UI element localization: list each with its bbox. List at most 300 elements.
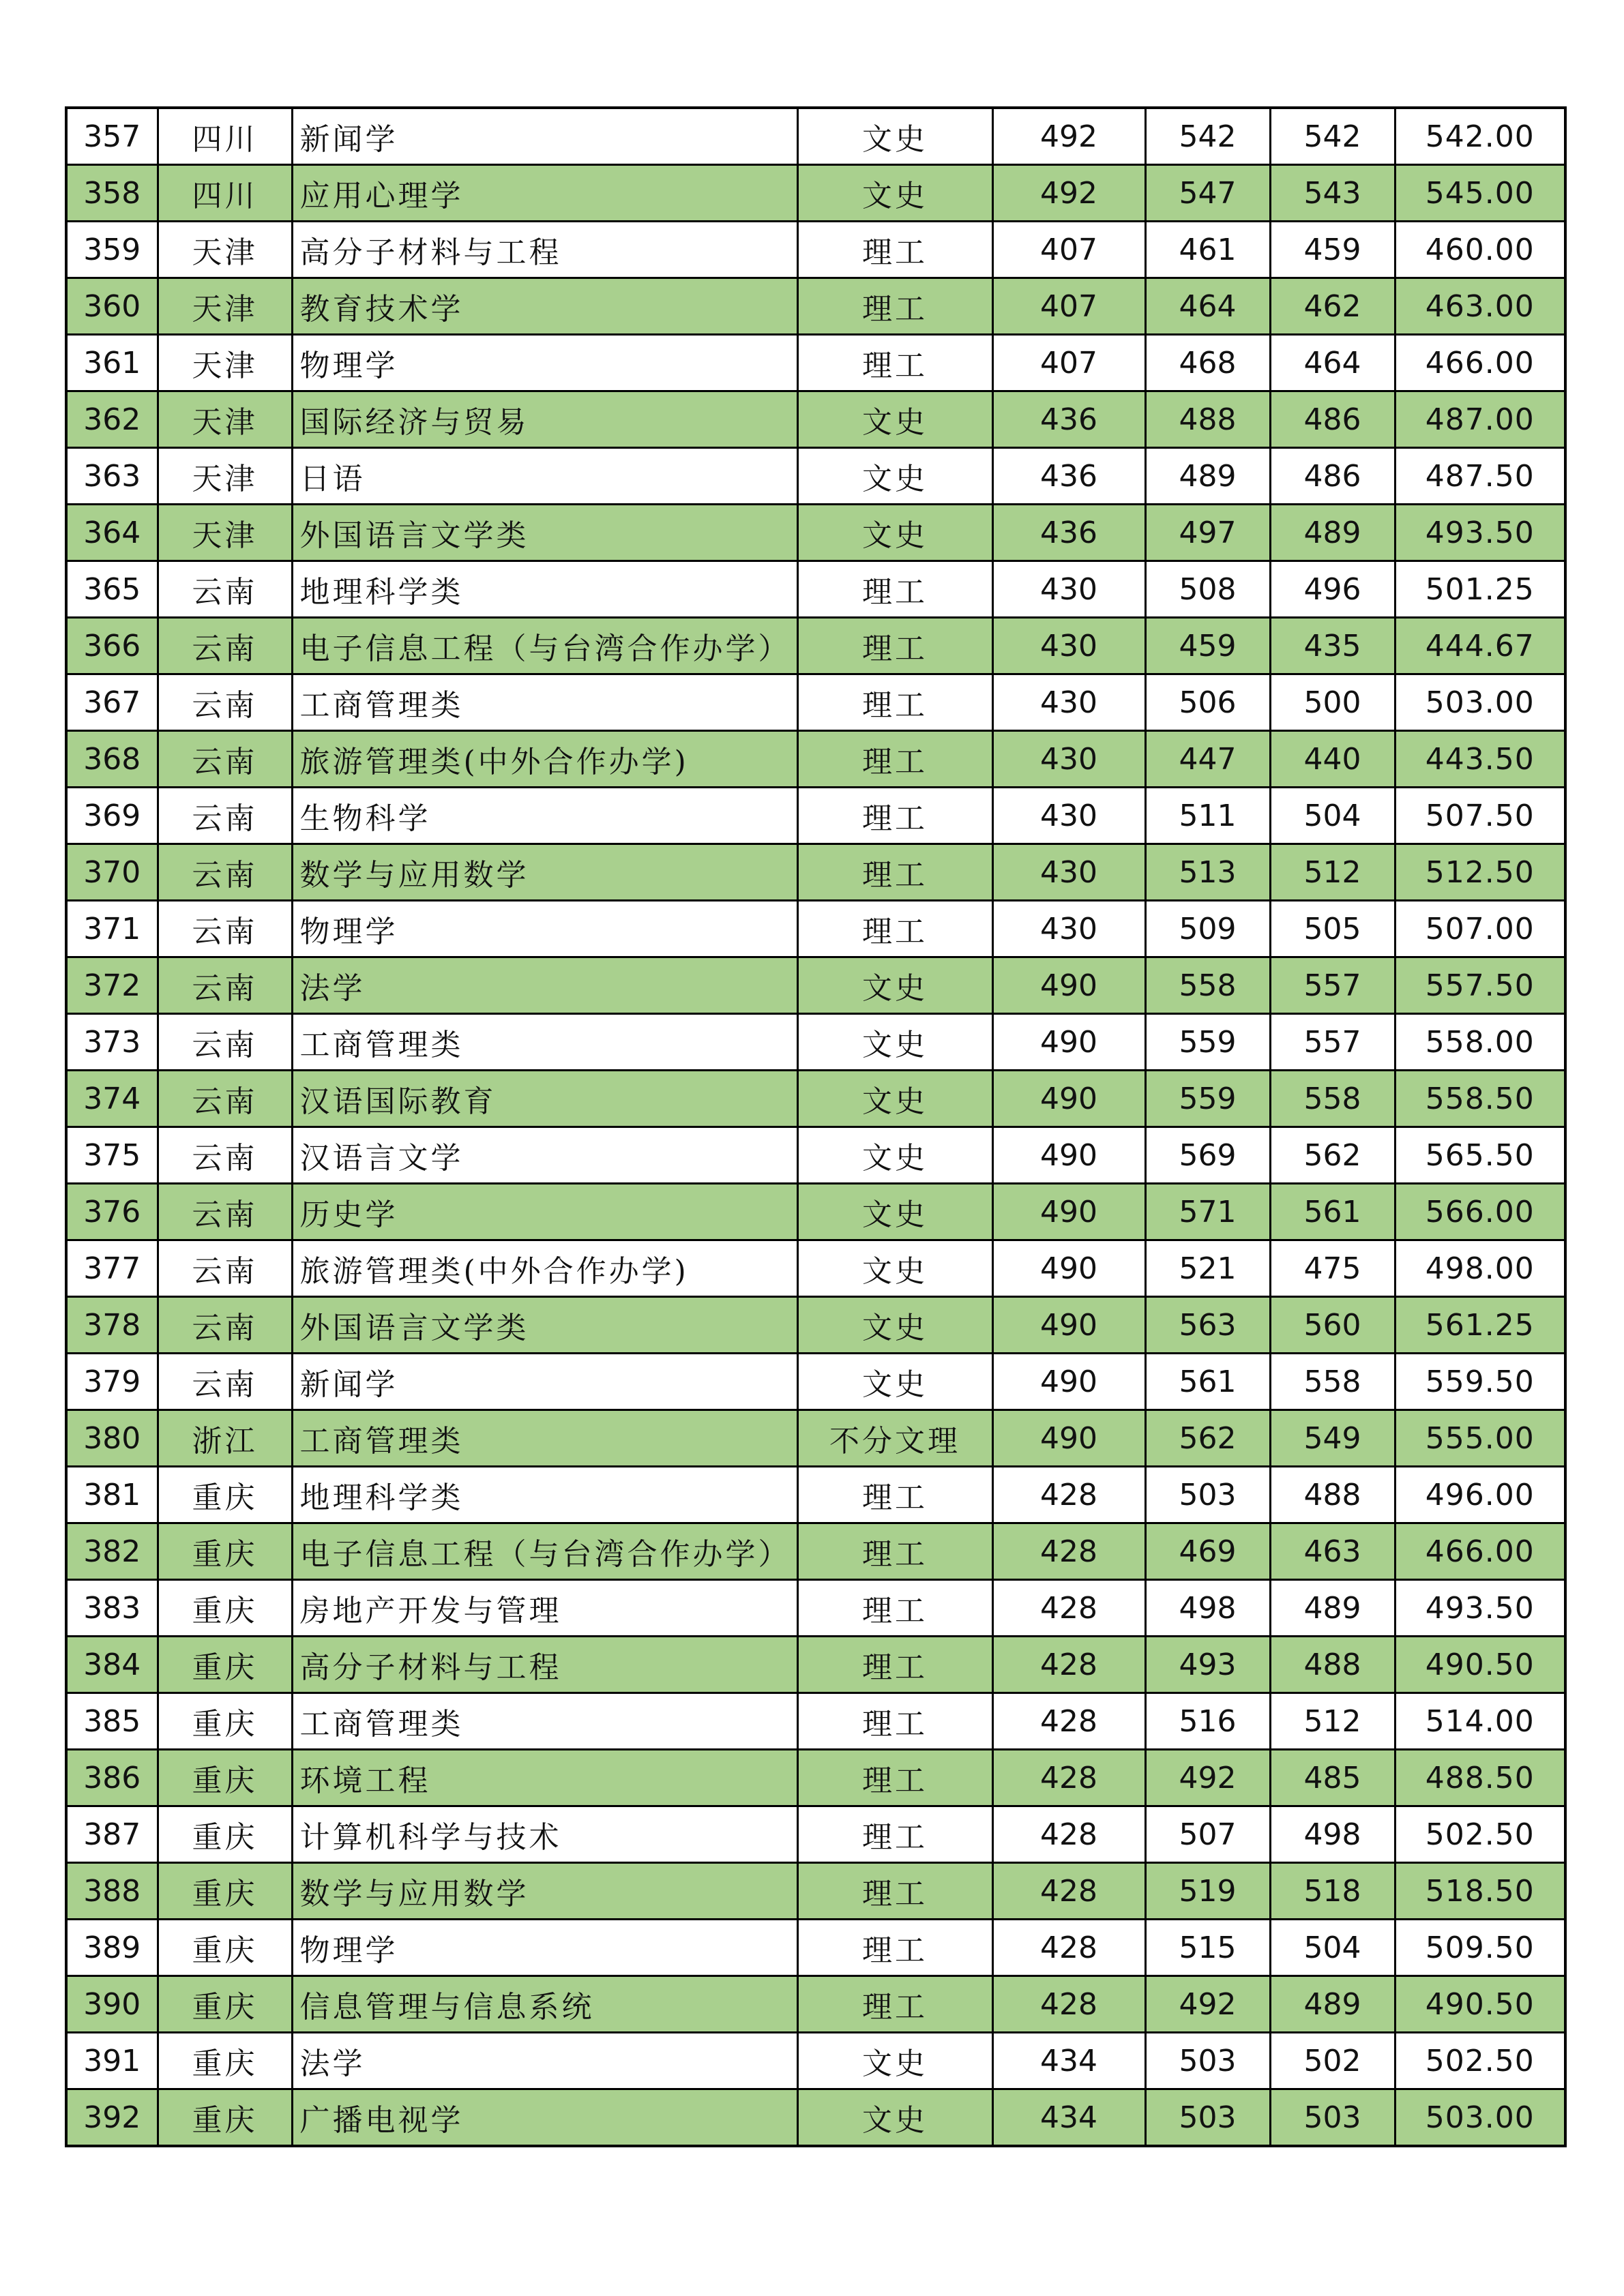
table-row	[66, 222, 1565, 278]
major-cell: 广播电视学	[292, 2089, 797, 2147]
average-score-cell: 558.50	[1395, 1071, 1565, 1127]
major-cell: 应用心理学	[292, 165, 797, 222]
province-cell: 云南	[158, 1127, 292, 1184]
control-line-cell: 430	[992, 561, 1145, 618]
category-cell: 文史	[797, 2033, 992, 2089]
province-cell: 云南	[158, 844, 292, 901]
major-cell: 房地产开发与管理	[292, 1580, 797, 1637]
row-number: 388	[66, 1863, 158, 1920]
average-score-cell: 509.50	[1395, 1920, 1565, 1976]
control-line-cell: 490	[992, 1071, 1145, 1127]
max-score-cell: 468	[1145, 335, 1270, 391]
control-line-cell: 490	[992, 1127, 1145, 1184]
max-score-cell: 508	[1145, 561, 1270, 618]
province-cell: 云南	[158, 1354, 292, 1410]
province-cell: 天津	[158, 278, 292, 335]
row-number: 389	[66, 1920, 158, 1976]
province-cell: 重庆	[158, 2089, 292, 2147]
province-cell: 天津	[158, 448, 292, 505]
max-score-cell: 503	[1145, 1467, 1270, 1523]
row-number: 360	[66, 278, 158, 335]
control-line-cell: 436	[992, 448, 1145, 505]
table-row	[66, 165, 1565, 222]
major-cell: 物理学	[292, 1920, 797, 1976]
table-row	[66, 2089, 1565, 2147]
major-cell: 外国语言文学类	[292, 1297, 797, 1354]
average-score-cell: 507.50	[1395, 788, 1565, 844]
table-row	[66, 2033, 1565, 2089]
row-number: 366	[66, 618, 158, 674]
control-line-cell: 430	[992, 844, 1145, 901]
major-cell: 工商管理类	[292, 674, 797, 731]
average-score-cell: 487.50	[1395, 448, 1565, 505]
province-cell: 重庆	[158, 1920, 292, 1976]
max-score-cell: 542	[1145, 108, 1270, 165]
major-cell: 物理学	[292, 901, 797, 957]
province-cell: 重庆	[158, 1750, 292, 1806]
average-score-cell: 557.50	[1395, 957, 1565, 1014]
control-line-cell: 407	[992, 222, 1145, 278]
average-score-cell: 490.50	[1395, 1637, 1565, 1693]
average-score-cell: 466.00	[1395, 1523, 1565, 1580]
major-cell: 物理学	[292, 335, 797, 391]
min-score-cell: 502	[1270, 2033, 1395, 2089]
table-row	[66, 278, 1565, 335]
table-row	[66, 1184, 1565, 1240]
province-cell: 云南	[158, 618, 292, 674]
score-table	[65, 106, 1567, 2147]
average-score-cell: 443.50	[1395, 731, 1565, 788]
category-cell: 文史	[797, 1240, 992, 1297]
major-cell: 高分子材料与工程	[292, 1637, 797, 1693]
average-score-cell: 493.50	[1395, 1580, 1565, 1637]
min-score-cell: 489	[1270, 1580, 1395, 1637]
province-cell: 云南	[158, 674, 292, 731]
table-row	[66, 1014, 1565, 1071]
table-row	[66, 731, 1565, 788]
average-score-cell: 503.00	[1395, 2089, 1565, 2147]
province-cell: 云南	[158, 1184, 292, 1240]
major-cell: 生物科学	[292, 788, 797, 844]
table-row	[66, 561, 1565, 618]
average-score-cell: 507.00	[1395, 901, 1565, 957]
major-cell: 环境工程	[292, 1750, 797, 1806]
category-cell: 理工	[797, 1920, 992, 1976]
control-line-cell: 428	[992, 1750, 1145, 1806]
province-cell: 重庆	[158, 1637, 292, 1693]
table-row	[66, 1863, 1565, 1920]
average-score-cell: 502.50	[1395, 1806, 1565, 1863]
table-row	[66, 844, 1565, 901]
average-score-cell: 460.00	[1395, 222, 1565, 278]
major-cell: 计算机科学与技术	[292, 1806, 797, 1863]
category-cell: 理工	[797, 278, 992, 335]
row-number: 374	[66, 1071, 158, 1127]
category-cell: 文史	[797, 1354, 992, 1410]
min-score-cell: 435	[1270, 618, 1395, 674]
category-cell: 文史	[797, 165, 992, 222]
table-row	[66, 1071, 1565, 1127]
table-row	[66, 901, 1565, 957]
control-line-cell: 490	[992, 1410, 1145, 1467]
min-score-cell: 440	[1270, 731, 1395, 788]
row-number: 363	[66, 448, 158, 505]
average-score-cell: 555.00	[1395, 1410, 1565, 1467]
max-score-cell: 515	[1145, 1920, 1270, 1976]
row-number: 376	[66, 1184, 158, 1240]
average-score-cell: 518.50	[1395, 1863, 1565, 1920]
min-score-cell: 512	[1270, 844, 1395, 901]
max-score-cell: 563	[1145, 1297, 1270, 1354]
min-score-cell: 463	[1270, 1523, 1395, 1580]
average-score-cell: 466.00	[1395, 335, 1565, 391]
control-line-cell: 428	[992, 1863, 1145, 1920]
min-score-cell: 504	[1270, 788, 1395, 844]
table-row	[66, 788, 1565, 844]
min-score-cell: 462	[1270, 278, 1395, 335]
control-line-cell: 407	[992, 278, 1145, 335]
control-line-cell: 430	[992, 731, 1145, 788]
max-score-cell: 519	[1145, 1863, 1270, 1920]
row-number: 373	[66, 1014, 158, 1071]
category-cell: 文史	[797, 1071, 992, 1127]
row-number: 365	[66, 561, 158, 618]
max-score-cell: 511	[1145, 788, 1270, 844]
table-row	[66, 108, 1565, 165]
control-line-cell: 490	[992, 1184, 1145, 1240]
row-number: 391	[66, 2033, 158, 2089]
control-line-cell: 428	[992, 1693, 1145, 1750]
province-cell: 重庆	[158, 1693, 292, 1750]
min-score-cell: 518	[1270, 1863, 1395, 1920]
category-cell: 文史	[797, 108, 992, 165]
province-cell: 四川	[158, 165, 292, 222]
control-line-cell: 430	[992, 674, 1145, 731]
major-cell: 数学与应用数学	[292, 1863, 797, 1920]
min-score-cell: 505	[1270, 901, 1395, 957]
average-score-cell: 501.25	[1395, 561, 1565, 618]
row-number: 361	[66, 335, 158, 391]
major-cell: 法学	[292, 957, 797, 1014]
max-score-cell: 469	[1145, 1523, 1270, 1580]
row-number: 386	[66, 1750, 158, 1806]
max-score-cell: 559	[1145, 1071, 1270, 1127]
min-score-cell: 498	[1270, 1806, 1395, 1863]
control-line-cell: 430	[992, 901, 1145, 957]
category-cell: 文史	[797, 957, 992, 1014]
province-cell: 浙江	[158, 1410, 292, 1467]
category-cell: 理工	[797, 1637, 992, 1693]
province-cell: 重庆	[158, 2033, 292, 2089]
min-score-cell: 562	[1270, 1127, 1395, 1184]
category-cell: 文史	[797, 448, 992, 505]
category-cell: 理工	[797, 222, 992, 278]
max-score-cell: 562	[1145, 1410, 1270, 1467]
min-score-cell: 496	[1270, 561, 1395, 618]
category-cell: 理工	[797, 901, 992, 957]
province-cell: 重庆	[158, 1976, 292, 2033]
major-cell: 汉语国际教育	[292, 1071, 797, 1127]
min-score-cell: 489	[1270, 505, 1395, 561]
min-score-cell: 549	[1270, 1410, 1395, 1467]
max-score-cell: 507	[1145, 1806, 1270, 1863]
max-score-cell: 503	[1145, 2089, 1270, 2147]
major-cell: 旅游管理类(中外合作办学)	[292, 731, 797, 788]
province-cell: 云南	[158, 1240, 292, 1297]
max-score-cell: 492	[1145, 1750, 1270, 1806]
province-cell: 重庆	[158, 1523, 292, 1580]
category-cell: 文史	[797, 391, 992, 448]
control-line-cell: 490	[992, 957, 1145, 1014]
table-row	[66, 1467, 1565, 1523]
table-row	[66, 391, 1565, 448]
average-score-cell: 559.50	[1395, 1354, 1565, 1410]
control-line-cell: 436	[992, 391, 1145, 448]
category-cell: 理工	[797, 1523, 992, 1580]
control-line-cell: 436	[992, 505, 1145, 561]
control-line-cell: 430	[992, 618, 1145, 674]
min-score-cell: 504	[1270, 1920, 1395, 1976]
category-cell: 不分文理	[797, 1410, 992, 1467]
major-cell: 电子信息工程（与台湾合作办学）	[292, 618, 797, 674]
province-cell: 云南	[158, 731, 292, 788]
major-cell: 信息管理与信息系统	[292, 1976, 797, 2033]
row-number: 359	[66, 222, 158, 278]
category-cell: 理工	[797, 1467, 992, 1523]
control-line-cell: 430	[992, 788, 1145, 844]
province-cell: 重庆	[158, 1467, 292, 1523]
control-line-cell: 428	[992, 1806, 1145, 1863]
category-cell: 理工	[797, 1580, 992, 1637]
table-row	[66, 1976, 1565, 2033]
row-number: 392	[66, 2089, 158, 2147]
table-row	[66, 1693, 1565, 1750]
table-row	[66, 1127, 1565, 1184]
table-row	[66, 957, 1565, 1014]
category-cell: 理工	[797, 844, 992, 901]
max-score-cell: 503	[1145, 2033, 1270, 2089]
min-score-cell: 488	[1270, 1467, 1395, 1523]
category-cell: 理工	[797, 335, 992, 391]
average-score-cell: 502.50	[1395, 2033, 1565, 2089]
row-number: 372	[66, 957, 158, 1014]
control-line-cell: 428	[992, 1467, 1145, 1523]
max-score-cell: 461	[1145, 222, 1270, 278]
province-cell: 云南	[158, 901, 292, 957]
row-number: 387	[66, 1806, 158, 1863]
control-line-cell: 434	[992, 2033, 1145, 2089]
control-line-cell: 428	[992, 1920, 1145, 1976]
category-cell: 理工	[797, 1806, 992, 1863]
average-score-cell: 514.00	[1395, 1693, 1565, 1750]
category-cell: 理工	[797, 618, 992, 674]
max-score-cell: 488	[1145, 391, 1270, 448]
major-cell: 外国语言文学类	[292, 505, 797, 561]
average-score-cell: 558.00	[1395, 1014, 1565, 1071]
category-cell: 文史	[797, 505, 992, 561]
table-row	[66, 1806, 1565, 1863]
table-row	[66, 1297, 1565, 1354]
row-number: 369	[66, 788, 158, 844]
row-number: 379	[66, 1354, 158, 1410]
min-score-cell: 464	[1270, 335, 1395, 391]
row-number: 384	[66, 1637, 158, 1693]
category-cell: 理工	[797, 1976, 992, 2033]
table-row	[66, 1920, 1565, 1976]
max-score-cell: 464	[1145, 278, 1270, 335]
max-score-cell: 513	[1145, 844, 1270, 901]
average-score-cell: 488.50	[1395, 1750, 1565, 1806]
row-number: 367	[66, 674, 158, 731]
province-cell: 云南	[158, 788, 292, 844]
table-row	[66, 1523, 1565, 1580]
max-score-cell: 561	[1145, 1354, 1270, 1410]
max-score-cell: 447	[1145, 731, 1270, 788]
province-cell: 重庆	[158, 1806, 292, 1863]
min-score-cell: 542	[1270, 108, 1395, 165]
table-row	[66, 1750, 1565, 1806]
row-number: 390	[66, 1976, 158, 2033]
category-cell: 文史	[797, 1297, 992, 1354]
average-score-cell: 565.50	[1395, 1127, 1565, 1184]
average-score-cell: 487.00	[1395, 391, 1565, 448]
row-number: 358	[66, 165, 158, 222]
average-score-cell: 503.00	[1395, 674, 1565, 731]
province-cell: 云南	[158, 1297, 292, 1354]
max-score-cell: 509	[1145, 901, 1270, 957]
min-score-cell: 485	[1270, 1750, 1395, 1806]
row-number: 362	[66, 391, 158, 448]
row-number: 383	[66, 1580, 158, 1637]
min-score-cell: 560	[1270, 1297, 1395, 1354]
major-cell: 日语	[292, 448, 797, 505]
min-score-cell: 486	[1270, 391, 1395, 448]
average-score-cell: 496.00	[1395, 1467, 1565, 1523]
min-score-cell: 488	[1270, 1637, 1395, 1693]
max-score-cell: 497	[1145, 505, 1270, 561]
control-line-cell: 492	[992, 108, 1145, 165]
min-score-cell: 558	[1270, 1071, 1395, 1127]
row-number: 378	[66, 1297, 158, 1354]
row-number: 368	[66, 731, 158, 788]
category-cell: 文史	[797, 1127, 992, 1184]
category-cell: 文史	[797, 2089, 992, 2147]
row-number: 357	[66, 108, 158, 165]
major-cell: 地理科学类	[292, 1467, 797, 1523]
major-cell: 高分子材料与工程	[292, 222, 797, 278]
max-score-cell: 493	[1145, 1637, 1270, 1693]
province-cell: 重庆	[158, 1580, 292, 1637]
category-cell: 理工	[797, 561, 992, 618]
major-cell: 旅游管理类(中外合作办学)	[292, 1240, 797, 1297]
province-cell: 天津	[158, 391, 292, 448]
control-line-cell: 428	[992, 1580, 1145, 1637]
max-score-cell: 521	[1145, 1240, 1270, 1297]
major-cell: 新闻学	[292, 1354, 797, 1410]
province-cell: 重庆	[158, 1863, 292, 1920]
min-score-cell: 557	[1270, 1014, 1395, 1071]
category-cell: 文史	[797, 1184, 992, 1240]
row-number: 371	[66, 901, 158, 957]
major-cell: 历史学	[292, 1184, 797, 1240]
major-cell: 电子信息工程（与台湾合作办学）	[292, 1523, 797, 1580]
major-cell: 数学与应用数学	[292, 844, 797, 901]
category-cell: 理工	[797, 788, 992, 844]
max-score-cell: 547	[1145, 165, 1270, 222]
control-line-cell: 428	[992, 1976, 1145, 2033]
min-score-cell: 557	[1270, 957, 1395, 1014]
row-number: 385	[66, 1693, 158, 1750]
min-score-cell: 558	[1270, 1354, 1395, 1410]
average-score-cell: 463.00	[1395, 278, 1565, 335]
max-score-cell: 516	[1145, 1693, 1270, 1750]
table-row	[66, 1410, 1565, 1467]
row-number: 382	[66, 1523, 158, 1580]
province-cell: 云南	[158, 1071, 292, 1127]
control-line-cell: 490	[992, 1354, 1145, 1410]
max-score-cell: 506	[1145, 674, 1270, 731]
major-cell: 法学	[292, 2033, 797, 2089]
average-score-cell: 444.67	[1395, 618, 1565, 674]
table-row	[66, 1240, 1565, 1297]
max-score-cell: 569	[1145, 1127, 1270, 1184]
max-score-cell: 489	[1145, 448, 1270, 505]
max-score-cell: 498	[1145, 1580, 1270, 1637]
max-score-cell: 558	[1145, 957, 1270, 1014]
min-score-cell: 512	[1270, 1693, 1395, 1750]
row-number: 377	[66, 1240, 158, 1297]
major-cell: 新闻学	[292, 108, 797, 165]
province-cell: 天津	[158, 505, 292, 561]
average-score-cell: 498.00	[1395, 1240, 1565, 1297]
table-body	[66, 108, 1565, 2146]
category-cell: 理工	[797, 1863, 992, 1920]
max-score-cell: 492	[1145, 1976, 1270, 2033]
average-score-cell: 493.50	[1395, 505, 1565, 561]
category-cell: 理工	[797, 1750, 992, 1806]
table-row	[66, 505, 1565, 561]
control-line-cell: 492	[992, 165, 1145, 222]
control-line-cell: 434	[992, 2089, 1145, 2147]
min-score-cell: 500	[1270, 674, 1395, 731]
major-cell: 汉语言文学	[292, 1127, 797, 1184]
table-row	[66, 1580, 1565, 1637]
major-cell: 地理科学类	[292, 561, 797, 618]
major-cell: 工商管理类	[292, 1693, 797, 1750]
province-cell: 云南	[158, 1014, 292, 1071]
table-row	[66, 448, 1565, 505]
min-score-cell: 489	[1270, 1976, 1395, 2033]
average-score-cell: 561.25	[1395, 1297, 1565, 1354]
table-row	[66, 1354, 1565, 1410]
min-score-cell: 561	[1270, 1184, 1395, 1240]
category-cell: 文史	[797, 1014, 992, 1071]
control-line-cell: 428	[992, 1523, 1145, 1580]
major-cell: 国际经济与贸易	[292, 391, 797, 448]
category-cell: 理工	[797, 1693, 992, 1750]
min-score-cell: 475	[1270, 1240, 1395, 1297]
major-cell: 工商管理类	[292, 1014, 797, 1071]
province-cell: 云南	[158, 957, 292, 1014]
min-score-cell: 503	[1270, 2089, 1395, 2147]
row-number: 381	[66, 1467, 158, 1523]
row-number: 380	[66, 1410, 158, 1467]
control-line-cell: 428	[992, 1637, 1145, 1693]
table-row	[66, 1637, 1565, 1693]
control-line-cell: 490	[992, 1014, 1145, 1071]
max-score-cell: 571	[1145, 1184, 1270, 1240]
average-score-cell: 512.50	[1395, 844, 1565, 901]
